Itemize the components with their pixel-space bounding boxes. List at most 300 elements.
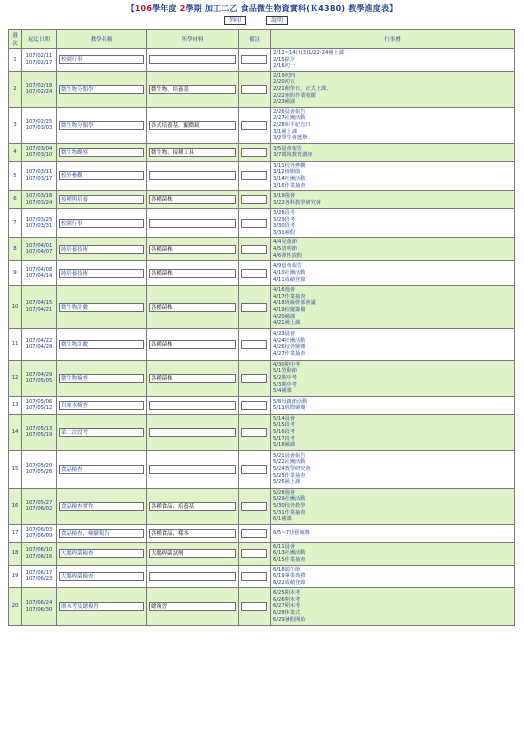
material-cell <box>147 161 239 190</box>
col-header-date: 起迄日期 <box>22 30 57 49</box>
calendar-item: 4/18班級幹部會議 <box>273 300 316 307</box>
note-cell <box>239 286 271 329</box>
date-range <box>22 524 57 542</box>
table-row <box>9 143 515 161</box>
start-date: 107/04/08 <box>25 266 53 273</box>
note-field[interactable] <box>241 245 267 254</box>
col-header-calendar: 行事曆 <box>271 30 515 49</box>
title-prefix: 【 <box>126 4 135 13</box>
calendar-cell <box>271 588 515 626</box>
calendar-item: 5/15段考 <box>273 422 296 429</box>
teaching-content-cell <box>57 588 147 626</box>
note-field[interactable] <box>241 401 267 410</box>
end-date: 107/04/21 <box>25 307 53 314</box>
end-date: 107/03/24 <box>25 199 53 206</box>
calendar-cell <box>271 143 515 161</box>
calendar-item: 4/10社團活動 <box>273 269 306 276</box>
week-number: 14 <box>9 414 22 450</box>
teaching-content-field[interactable]: 微生物分類學 <box>59 85 144 94</box>
teaching-content-cell <box>57 450 147 488</box>
calendar-cell <box>271 71 515 107</box>
material-field[interactable]: 各種菌株 <box>149 340 236 349</box>
calendar-item: 4/30期中考 <box>273 361 301 368</box>
calendar-cell <box>271 209 515 238</box>
start-date: 107/02/18 <box>25 82 53 89</box>
calendar-item: 5/8母親節活動 <box>273 398 308 405</box>
note-field[interactable] <box>241 269 267 278</box>
start-date: 107/03/04 <box>25 145 53 152</box>
calendar-item: 4/26校外競賽 <box>273 344 306 351</box>
date-range <box>22 209 57 238</box>
start-date: 107/05/13 <box>25 425 53 432</box>
material-cell <box>147 191 239 209</box>
note-cell <box>239 49 271 72</box>
material-field[interactable]: 各種食品、樣本 <box>149 529 236 538</box>
teaching-content-cell <box>57 238 147 261</box>
material-field[interactable]: 各種菌株 <box>149 374 236 383</box>
material-field[interactable]: 各種食品、培養基 <box>149 502 236 511</box>
calendar-item: 4/5清明節 <box>273 246 297 253</box>
material-cell <box>147 450 239 488</box>
week-number: 4 <box>9 143 22 161</box>
note-field[interactable] <box>241 529 267 538</box>
end-date: 107/06/30 <box>25 606 53 613</box>
table-row <box>9 565 515 588</box>
calendar-item: 3/12植樹節 <box>273 169 301 176</box>
date-range <box>22 143 57 161</box>
material-cell <box>147 328 239 360</box>
material-cell <box>147 360 239 396</box>
calendar-cell <box>271 286 515 329</box>
note-cell <box>239 161 271 190</box>
teaching-content-field[interactable]: 食品檢查 <box>59 465 144 474</box>
note-cell <box>239 360 271 396</box>
calendar-item: 5/26補上課 <box>273 479 301 486</box>
note-field[interactable] <box>241 428 267 437</box>
calendar-item: 6/18端午節 <box>273 566 301 573</box>
calendar-item: 2/26晨會報告 <box>273 108 306 115</box>
week-number: 3 <box>9 107 22 143</box>
week-number: 11 <box>9 328 22 360</box>
note-field[interactable] <box>241 572 267 581</box>
end-date: 107/05/05 <box>25 378 53 385</box>
teaching-content-field[interactable]: 微生物檢查 <box>59 374 144 383</box>
date-range <box>22 450 57 488</box>
calendar-item: 2/23補課 <box>273 99 296 106</box>
table-row <box>9 209 515 238</box>
teaching-content-field[interactable]: 校園行事 <box>59 55 144 64</box>
teaching-content-cell <box>57 286 147 329</box>
calendar-item: 2/27社團活動 <box>273 115 306 122</box>
calendar-item: 5/30校外教學 <box>273 502 306 509</box>
calendar-item: 2/20初五 <box>273 79 296 86</box>
material-field[interactable] <box>149 171 236 180</box>
start-date: 107/04/22 <box>25 337 53 344</box>
note-cell <box>239 143 271 161</box>
col-header-week: 週次 <box>9 30 22 49</box>
col-header-content: 教學名稱 <box>57 30 147 49</box>
date-range <box>22 71 57 107</box>
calendar-item: 5/16段考 <box>273 428 296 435</box>
calendar-item: 4/4兒童節 <box>273 239 297 246</box>
start-date: 107/06/24 <box>25 600 53 607</box>
end-date: 107/04/14 <box>25 273 53 280</box>
week-number: 1 <box>9 49 22 72</box>
calendar-item: 6/28休業式 <box>273 610 301 617</box>
material-field[interactable] <box>149 401 236 410</box>
calendar-cell <box>271 396 515 414</box>
end-date: 107/04/07 <box>25 249 53 256</box>
date-range <box>22 414 57 450</box>
material-cell <box>147 542 239 565</box>
title-mid-1: 學年度 <box>152 4 180 13</box>
note-cell <box>239 565 271 588</box>
teaching-content-cell <box>57 143 147 161</box>
start-date: 107/02/25 <box>25 118 53 125</box>
table-row <box>9 107 515 143</box>
material-field[interactable]: 各種菌株 <box>149 269 236 278</box>
material-field[interactable]: 微生物、培養基 <box>149 85 236 94</box>
note-cell <box>239 209 271 238</box>
teaching-content-field[interactable]: 微生物計數 <box>59 303 144 312</box>
start-date: 107/06/03 <box>25 526 53 533</box>
calendar-item: 6/11晨會 <box>273 543 296 550</box>
week-number: 17 <box>9 524 22 542</box>
week-number: 2 <box>9 71 22 107</box>
calendar-cell <box>271 49 515 72</box>
material-cell <box>147 238 239 261</box>
week-number: 8 <box>9 238 22 261</box>
calendar-item: 2/15除夕 <box>273 56 296 63</box>
schedule-table <box>8 29 515 626</box>
teaching-content-field[interactable]: 大腸桿菌檢查 <box>59 549 144 558</box>
note-field[interactable] <box>241 85 267 94</box>
teaching-content-field[interactable]: 食品檢查實作 <box>59 502 144 511</box>
week-number: 20 <box>9 588 22 626</box>
table-row <box>9 450 515 488</box>
material-field[interactable]: 總複習 <box>149 602 236 611</box>
calendar-item: 3/30段考 <box>273 223 296 230</box>
teaching-content-field[interactable]: 純培養技術 <box>59 269 144 278</box>
date-range <box>22 542 57 565</box>
title-semester: 2 <box>179 4 186 13</box>
date-range <box>22 565 57 588</box>
material-cell <box>147 286 239 329</box>
week-number: 6 <box>9 191 22 209</box>
table-header-row <box>9 30 515 49</box>
col-header-note: 備註 <box>239 30 271 49</box>
table-row <box>9 396 515 414</box>
start-date: 107/02/11 <box>25 53 53 60</box>
week-number: 5 <box>9 161 22 190</box>
calendar-item: 4/9晨會報告 <box>273 263 303 270</box>
teaching-content-cell <box>57 209 147 238</box>
calendar-item: 5/31作業抽查 <box>273 509 306 516</box>
calendar-item: 3/16作業抽查 <box>273 182 306 189</box>
calendar-item: 4/17作業抽查 <box>273 293 306 300</box>
teaching-content-cell <box>57 414 147 450</box>
date-range <box>22 191 57 209</box>
calendar-item: 6/25期末考 <box>273 590 301 597</box>
help-button[interactable]: 說明 <box>266 16 288 25</box>
table-row <box>9 238 515 261</box>
calendar-item: 2/21開學日，正式上課。 <box>273 85 332 92</box>
teaching-content-cell <box>57 360 147 396</box>
teaching-content-cell <box>57 161 147 190</box>
calendar-cell <box>271 450 515 488</box>
calendar-item: 5/17段考 <box>273 435 296 442</box>
calendar-cell <box>271 524 515 542</box>
material-field[interactable] <box>149 55 236 64</box>
note-cell <box>239 261 271 286</box>
table-row <box>9 49 515 72</box>
week-number: 18 <box>9 542 22 565</box>
calendar-cell <box>271 261 515 286</box>
calendar-cell <box>271 328 515 360</box>
note-field[interactable] <box>241 303 267 312</box>
calendar-item: 5/11班際競賽 <box>273 405 306 412</box>
calendar-item: 6/29暑假開始 <box>273 616 306 623</box>
teaching-content-cell <box>57 191 147 209</box>
teaching-content-field[interactable]: 大腸桿菌檢查 <box>59 572 144 581</box>
table-row <box>9 191 515 209</box>
calendar-item: 6/13社團活動 <box>273 550 306 557</box>
teaching-content-field[interactable]: 第二次段考 <box>59 428 144 437</box>
note-field[interactable] <box>241 340 267 349</box>
table-row <box>9 588 515 626</box>
calendar-item: 3/2學生會選舉 <box>273 135 308 142</box>
end-date: 107/05/26 <box>25 469 53 476</box>
end-date: 107/03/17 <box>25 175 53 182</box>
material-field[interactable]: 大腸桿菌試劑 <box>149 549 236 558</box>
calendar-item: 5/2期中考 <box>273 375 297 381</box>
end-date: 107/06/23 <box>25 576 53 583</box>
teaching-content-field[interactable]: 自來水檢查 <box>59 401 144 410</box>
material-field[interactable] <box>149 465 236 474</box>
calendar-item: 6/1補課 <box>273 516 292 523</box>
start-date: 107/05/06 <box>25 398 53 405</box>
note-cell <box>239 588 271 626</box>
calendar-item: 4/20補課 <box>273 313 296 320</box>
week-number: 9 <box>9 261 22 286</box>
teaching-content-field[interactable]: 微生物計數 <box>59 340 144 349</box>
calendar-item: 2/22寒假作業收繳 <box>273 92 316 99</box>
start-date: 107/04/15 <box>25 300 53 307</box>
calendar-item: 3/29段考 <box>273 216 296 223</box>
teaching-content-cell <box>57 396 147 414</box>
calendar-item: 2/19初四 <box>273 72 296 79</box>
end-date: 107/06/02 <box>25 506 53 513</box>
material-cell <box>147 414 239 450</box>
toolbar <box>224 16 288 25</box>
teaching-content-cell <box>57 565 147 588</box>
teaching-content-cell <box>57 524 147 542</box>
teaching-content-field[interactable]: 微生物分類學 <box>59 121 144 130</box>
teaching-content-cell <box>57 49 147 72</box>
calendar-item: 5/4補課 <box>273 388 292 395</box>
end-date: 107/05/19 <box>25 432 53 439</box>
teaching-content-field[interactable]: 純培養技術 <box>59 245 144 254</box>
material-cell <box>147 143 239 161</box>
note-cell <box>239 542 271 565</box>
start-date: 107/03/25 <box>25 216 53 223</box>
note-field[interactable] <box>241 374 267 383</box>
calendar-item: 4/21補上課 <box>273 320 301 327</box>
calendar-cell <box>271 238 515 261</box>
note-cell <box>239 450 271 488</box>
calendar-item: 5/14晨會 <box>273 415 296 422</box>
date-range <box>22 261 57 286</box>
note-cell <box>239 71 271 107</box>
note-cell <box>239 328 271 360</box>
teaching-content-cell <box>57 542 147 565</box>
table-row <box>9 542 515 565</box>
date-range <box>22 360 57 396</box>
date-range <box>22 161 57 190</box>
calendar-item: 4/27作業抽查 <box>273 350 306 357</box>
calendar-cell <box>271 565 515 588</box>
teaching-content-field[interactable]: 校園行事 <box>59 219 144 228</box>
page-title <box>0 3 524 14</box>
calendar-item: 4/24社團活動 <box>273 337 306 344</box>
calendar-cell <box>271 107 515 143</box>
calendar-item: 5/28週會 <box>273 489 296 496</box>
teaching-content-field[interactable]: 微生物觀察 <box>59 148 144 157</box>
start-date: 107/04/01 <box>25 242 53 249</box>
week-number: 7 <box>9 209 22 238</box>
material-cell <box>147 588 239 626</box>
calendar-item: 6/15作業抽查 <box>273 556 306 563</box>
calendar-cell <box>271 161 515 190</box>
note-field[interactable] <box>241 195 267 204</box>
date-range <box>22 488 57 524</box>
teaching-content-cell <box>57 71 147 107</box>
calendar-cell <box>271 542 515 565</box>
end-date: 107/03/03 <box>25 125 53 132</box>
start-date: 107/06/10 <box>25 547 53 554</box>
calendar-cell <box>271 488 515 524</box>
teaching-content-cell <box>57 107 147 143</box>
teaching-content-field[interactable]: 校外參觀 <box>59 171 144 180</box>
table-row <box>9 161 515 190</box>
week-number: 19 <box>9 565 22 588</box>
note-cell <box>239 191 271 209</box>
material-cell <box>147 49 239 72</box>
teaching-content-field[interactable]: 食品檢查、檢驗報告 <box>59 529 144 538</box>
date-range <box>22 238 57 261</box>
note-field[interactable] <box>241 171 267 180</box>
note-field[interactable] <box>241 549 267 558</box>
teaching-content-field[interactable]: 接種與培養 <box>59 195 144 204</box>
material-field[interactable] <box>149 428 236 437</box>
week-number: 13 <box>9 396 22 414</box>
calendar-item: 3/22各科教學研究會 <box>273 199 321 206</box>
end-date: 107/04/28 <box>25 344 53 351</box>
table-body <box>9 49 515 626</box>
table-row <box>9 286 515 329</box>
table-row <box>9 71 515 107</box>
calendar-item: 5/1勞動節 <box>273 368 297 375</box>
end-date: 107/03/10 <box>25 152 53 159</box>
note-field[interactable] <box>241 219 267 228</box>
calendar-item: 5/18補課 <box>273 442 296 449</box>
calendar-item: 3/11校外參觀 <box>273 162 306 169</box>
note-cell <box>239 238 271 261</box>
date-range <box>22 49 57 72</box>
table-row <box>9 328 515 360</box>
table-row <box>9 261 515 286</box>
week-number: 16 <box>9 488 22 524</box>
calendar-item: 2/28和平紀念日 <box>273 121 311 128</box>
table-row <box>9 524 515 542</box>
material-cell <box>147 524 239 542</box>
note-cell <box>239 107 271 143</box>
note-field[interactable] <box>241 502 267 511</box>
note-field[interactable] <box>241 55 267 64</box>
teaching-content-cell <box>57 488 147 524</box>
note-field[interactable] <box>241 148 267 157</box>
calendar-item: 5/21晨會報告 <box>273 452 306 459</box>
calendar-item: 6/26期末考 <box>273 596 301 603</box>
calendar-cell <box>271 360 515 396</box>
note-cell <box>239 396 271 414</box>
calendar-item: 5/29社團活動 <box>273 496 306 503</box>
date-range <box>22 396 57 414</box>
end-date: 107/05/12 <box>25 405 53 412</box>
note-field[interactable] <box>241 121 267 130</box>
material-field[interactable] <box>149 572 236 581</box>
calendar-item: 6/27期末考 <box>273 603 301 610</box>
note-field[interactable] <box>241 602 267 611</box>
calendar-cell <box>271 191 515 209</box>
material-field[interactable]: 各種菌株 <box>149 195 236 204</box>
calendar-item: 4/6彈性放假 <box>273 252 303 259</box>
date-range <box>22 286 57 329</box>
calendar-item: 3/1補上課 <box>273 128 297 135</box>
end-date: 107/02/24 <box>25 89 53 96</box>
material-cell <box>147 107 239 143</box>
calendar-item: 3/7環境教育講座 <box>273 152 313 159</box>
material-field[interactable]: 微生物、接種工具 <box>149 148 236 157</box>
calendar-item: 4/16週會 <box>273 287 296 294</box>
date-range <box>22 588 57 626</box>
start-date: 107/05/20 <box>25 462 53 469</box>
title-suffix: 教學進度表】 <box>345 4 398 13</box>
print-button[interactable]: 列印 <box>224 16 246 25</box>
material-cell <box>147 261 239 286</box>
note-field[interactable] <box>241 465 267 474</box>
calendar-item: 4/11成績登錄 <box>273 276 306 283</box>
date-range <box>22 328 57 360</box>
teaching-content-field[interactable]: 期末考及總複習 <box>59 602 144 611</box>
start-date: 107/03/11 <box>25 169 53 176</box>
material-field[interactable]: 各種菌株 <box>149 245 236 254</box>
material-cell <box>147 488 239 524</box>
table-row <box>9 360 515 396</box>
week-number: 12 <box>9 360 22 396</box>
week-number: 15 <box>9 450 22 488</box>
calendar-cell <box>271 414 515 450</box>
title-year: 106 <box>134 4 153 13</box>
calendar-item: 5/22社團活動 <box>273 459 306 466</box>
material-field[interactable] <box>149 219 236 228</box>
calendar-item: 2/12~14日(3)1/22-24補上課 <box>273 50 344 56</box>
calendar-item: 6/22成績登錄 <box>273 579 306 586</box>
table-row <box>9 414 515 450</box>
col-header-material: 所學材料 <box>147 30 239 49</box>
material-field[interactable]: 各式培養基、顯微鏡 <box>149 121 236 130</box>
material-field[interactable]: 各種菌株 <box>149 303 236 312</box>
